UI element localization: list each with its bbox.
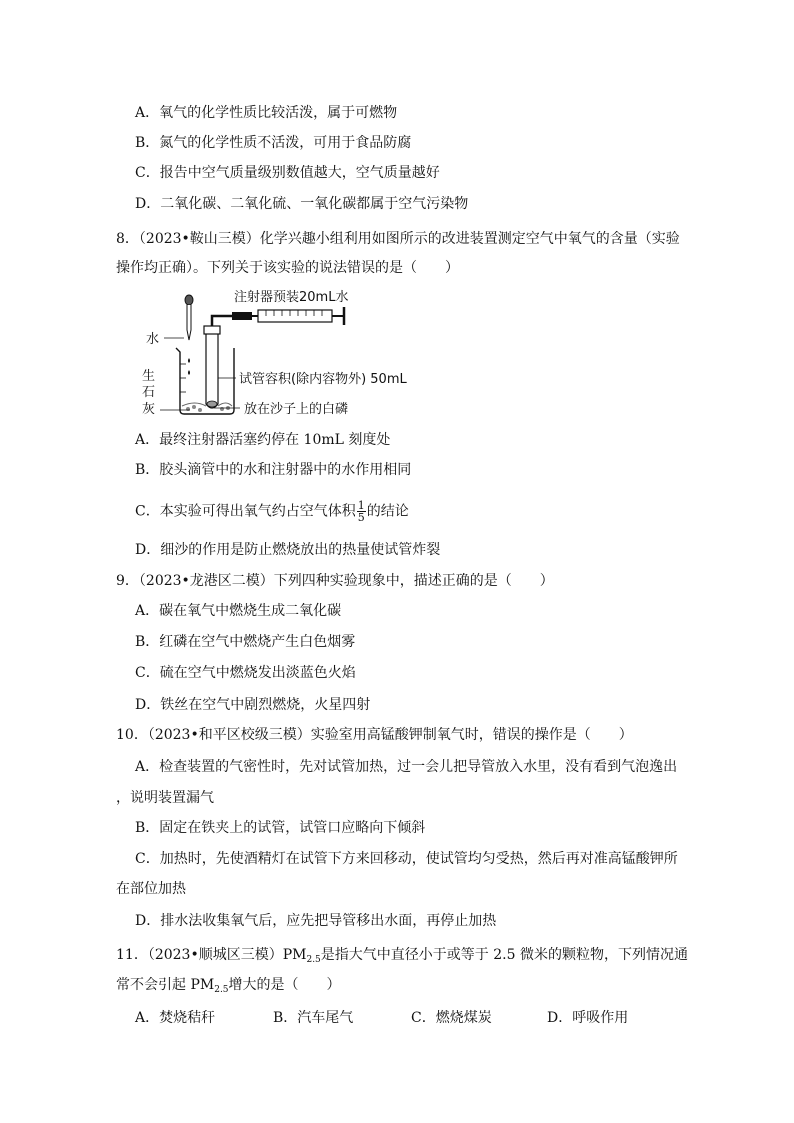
q10-option-b: B．固定在铁夹上的试管，试管口应略向下倾斜 xyxy=(135,820,426,836)
phosphorus-label: 放在沙子上的白磷 xyxy=(244,402,349,417)
q8-option-a: A．最终注射器活塞约停在 10mL 刻度处 xyxy=(135,432,391,448)
q8-option-c xyxy=(135,500,409,523)
beaker-graduations xyxy=(180,364,186,392)
q10-stem: 10．（2023•和平区校级三模）实验室用高锰酸钾制氧气时，错误的操作是（ ） xyxy=(116,727,633,743)
q10-option-a-line1: A．检查装置的气密性时，先对试管加热，过一会儿把导管放入水里，没有看到气泡逸出 xyxy=(135,759,678,775)
q7-option-d: D．二氧化碳、二氧化硫、一氧化碳都属于空气污染物 xyxy=(135,196,469,212)
fraction-one-fifth: $\frac{1}{5}$ xyxy=(357,499,365,524)
beaker xyxy=(176,348,234,414)
pm-subscript: 2.5 xyxy=(306,955,321,965)
q11-option-a: A．焚烧秸秆 xyxy=(135,1010,216,1026)
q9-stem: 9．（2023•龙港区二模）下列四种实验现象中，描述正确的是（ ） xyxy=(116,573,554,589)
stopper xyxy=(204,326,220,334)
rubber-tube-connector xyxy=(232,312,252,320)
syringe-label: 注射器预装20mL水 xyxy=(234,290,349,305)
pm-subscript: 2.5 xyxy=(214,985,229,995)
q9-option-d: D．铁丝在空气中剧烈燃烧，火星四射 xyxy=(135,697,371,713)
apparatus-svg xyxy=(140,286,460,421)
q11-stem-line1: 11．（2023•顺城区三模）$PM_{2.5}$是指大气中直径小于或等于 2.5 微米的颗粒物，下列情况通 xyxy=(116,947,688,965)
test-tube xyxy=(206,334,218,408)
quicklime-label-char-2: 石 xyxy=(142,385,156,400)
q10-option-d: D．排水法收集氧气后，应先把导管移出水面，再停止加热 xyxy=(135,913,497,929)
q8-apparatus-diagram xyxy=(140,286,460,421)
q7-option-c: C．报告中空气质量级别数值越大，空气质量越好 xyxy=(135,165,440,181)
water-drop-1 xyxy=(188,358,190,363)
q10-option-c-line2: 在部位加热 xyxy=(116,881,186,897)
q11-option-d: D．呼吸作用 xyxy=(547,1010,629,1026)
q8-option-c-text: C．本实验可得出氧气约占空气体积 xyxy=(135,503,356,520)
q11-stem-line2: 常不会引起 $PM_{2.5}$增大的是（ ） xyxy=(116,977,341,995)
quicklime-label-char-1: 生 xyxy=(142,369,156,384)
dropper-bulb xyxy=(185,295,193,305)
q7-option-b: B．氮气的化学性质不活泼，可用于食品防腐 xyxy=(135,135,412,151)
q7-option-a: A．氧气的化学性质比较活泼，属于可燃物 xyxy=(135,105,398,121)
dropper-tube xyxy=(187,305,191,340)
white-phosphorus xyxy=(207,401,217,407)
quicklime-label-char-3: 灰 xyxy=(142,402,156,417)
q9-option-a: A．碳在氧气中燃烧生成二氧化碳 xyxy=(135,603,342,619)
q11-option-c: C．燃烧煤炭 xyxy=(411,1010,492,1026)
q10-option-c-line1: C．加热时，先使酒精灯在试管下方来回移动，使试管均匀受热，然后再对准高锰酸钾所 xyxy=(135,851,678,867)
q11-option-b: B．汽车尾气 xyxy=(273,1010,354,1026)
syringe-barrel xyxy=(258,310,332,322)
q8-stem-line2: 操作均正确）。下列关于该实验的说法错误的是（ ） xyxy=(116,260,459,276)
water-label: 水 xyxy=(146,332,160,347)
q9-option-c: C．硫在空气中燃烧发出淡蓝色火焰 xyxy=(135,665,356,681)
q9-option-b: B．红磷在空气中燃烧产生白色烟雾 xyxy=(135,634,356,650)
q10-option-a-line2: ，说明装置漏气 xyxy=(116,790,214,806)
q8-stem-line1: 8．（2023•鞍山三模）化学兴趣小组利用如图所示的改进装置测定空气中氧气的含量（实验 xyxy=(116,231,680,247)
q8-option-d: D．细沙的作用是防止燃烧放出的热量使试管炸裂 xyxy=(135,542,441,558)
volume-label: 试管容积(除内容物外) 50mL xyxy=(239,372,407,387)
q8-option-b: B．胶头滴管中的水和注射器中的水作用相同 xyxy=(135,462,412,478)
water-drop-2 xyxy=(188,370,190,375)
q8-option-c-suffix: 的结论 xyxy=(366,503,409,520)
